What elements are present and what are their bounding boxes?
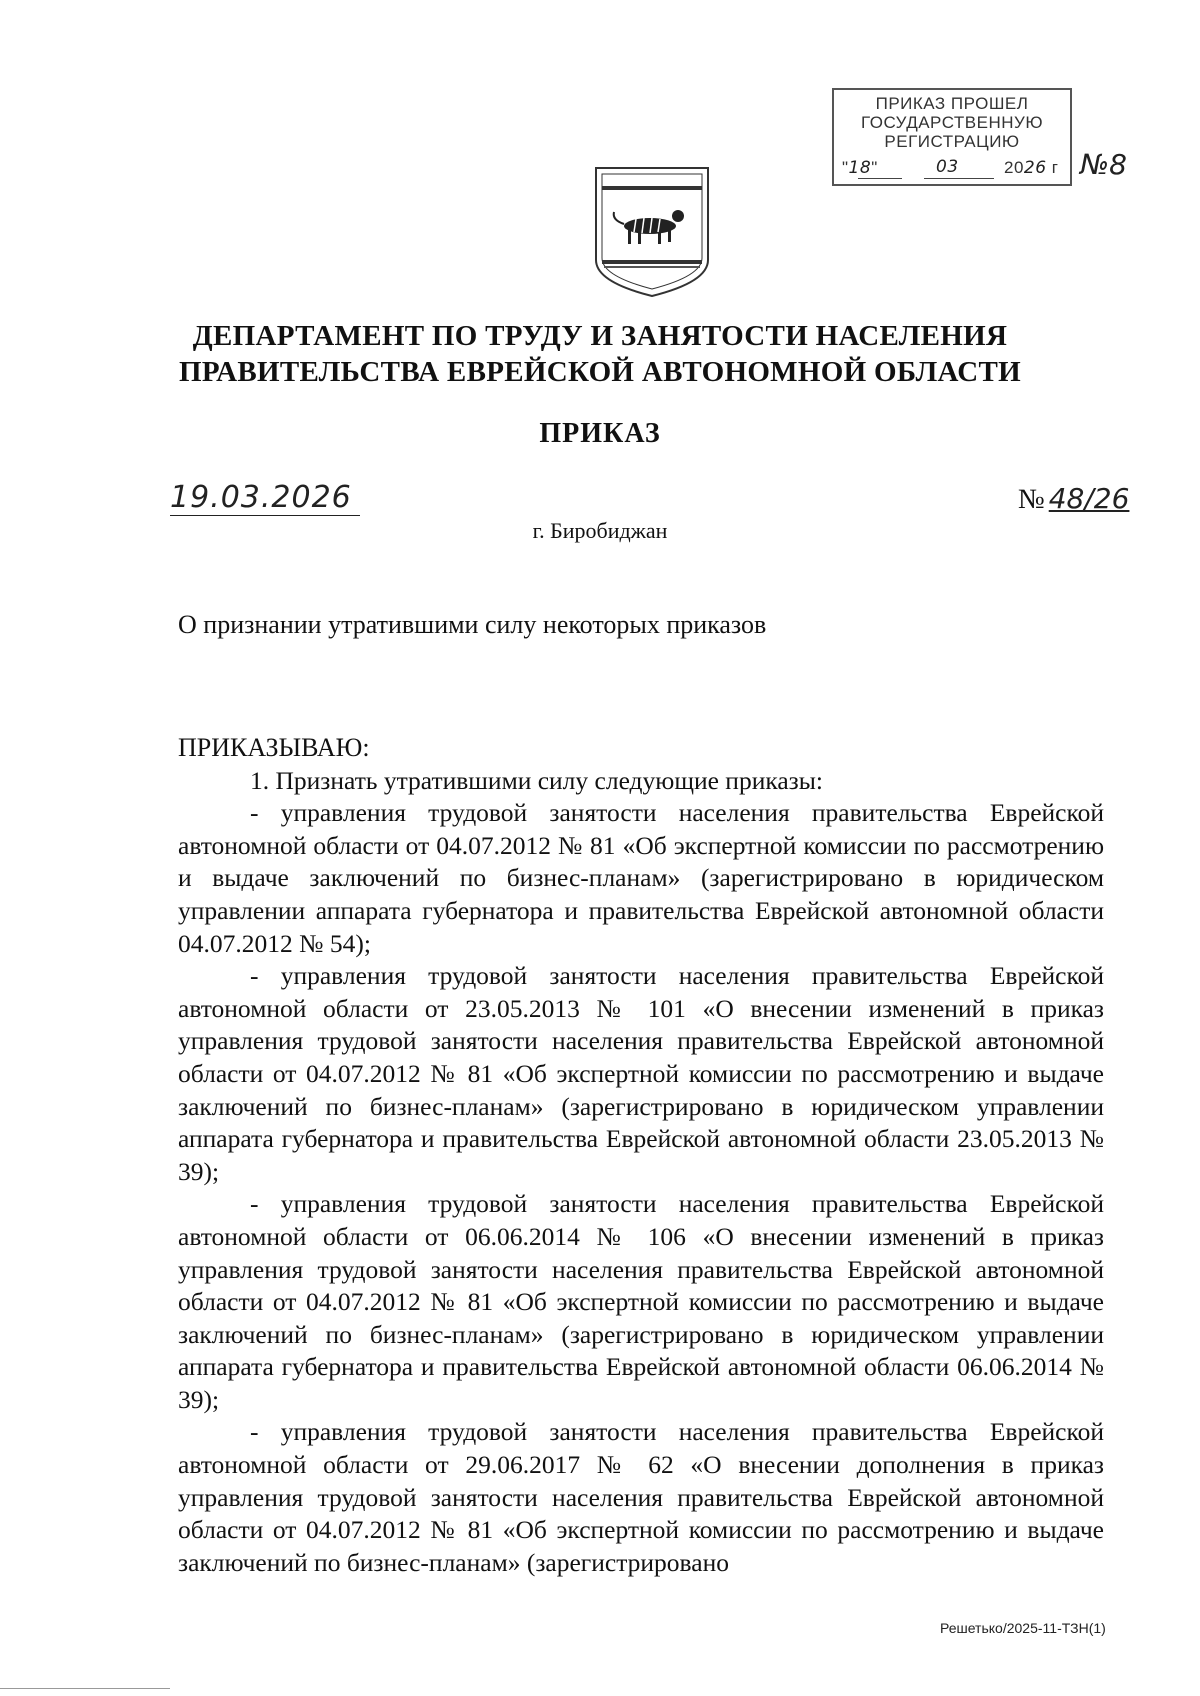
coat-of-arms-emblem xyxy=(592,164,712,300)
order-number xyxy=(1018,482,1129,516)
stamp-day: "18" xyxy=(842,158,878,178)
stamp-year: 2026 г xyxy=(1004,158,1059,178)
stamp-line: ПРИКАЗ ПРОШЕЛ xyxy=(875,94,1029,113)
list-item: - управления трудовой занятости населения правительства Еврейской автономной области от 29.06.2017 № 62 «О внесении дополнения в приказ управления трудовой занятости населения правительства Еврейской автономной области от 04.07.2012 № 81 «Об экспертной комиссии по рассмотрению и выдаче заключений по бизнес-планам» (зарегистрировано xyxy=(178,1417,1104,1577)
department-line: ПРАВИТЕЛЬСТВА ЕВРЕЙСКОЙ АВТОНОМНОЙ ОБЛАСТИ xyxy=(178,356,1022,388)
stamp-line: РЕГИСТРАЦИЮ xyxy=(884,132,1020,151)
order-date: 19.03.2026 xyxy=(170,480,360,516)
document-subject: О признании утратившими силу некоторых приказов xyxy=(178,610,767,639)
item-1: 1. Признать утратившими силу следующие приказы: xyxy=(250,765,823,795)
divider xyxy=(0,1688,170,1689)
stamp-line: ГОСУДАРСТВЕННУЮ xyxy=(860,113,1044,132)
department-line: ДЕПАРТАМЕНТ ПО ТРУДУ И ЗАНЯТОСТИ НАСЕЛЕНИЯ xyxy=(192,320,1008,352)
stamp-month: 03 xyxy=(936,157,959,177)
document-body xyxy=(178,732,1104,1579)
department-title xyxy=(0,318,1200,390)
stamp-reg-number: №8 xyxy=(1080,148,1127,181)
file-reference: Решетько/2025-11-ТЗН(1) xyxy=(940,1620,1106,1636)
list-item: - управления трудовой занятости населения правительства Еврейской автономной области от 06.06.2014 № 106 «О внесении изменений в приказ управления трудовой занятости населения правительства Еврейской автономной области от 04.07.2012 № 81 «Об экспертной комиссии по рассмотрению и выдаче заключений по бизнес-планам» (зарегистрировано в юридическом управлении аппарата губернатора и правительства Еврейской автономной области 06.06.2014 № 39); xyxy=(178,1189,1104,1414)
registration-stamp xyxy=(832,88,1072,186)
document-type: ПРИКАЗ xyxy=(539,418,661,449)
stamp-date xyxy=(840,156,1064,182)
city: г. Биробиджан xyxy=(532,518,668,543)
order-number-value: 48/26 xyxy=(1048,482,1130,515)
shield-icon xyxy=(592,164,712,300)
command-heading: ПРИКАЗЫВАЮ: xyxy=(178,733,370,762)
list-item: - управления трудовой занятости населения правительства Еврейской автономной области от 04.07.2012 № 81 «Об экспертной комиссии по рассмотрению и выдаче заключений по бизнес-планам» (зарегистрировано в юридическом управлении аппарата губернатора и правительства Еврейской автономной области 04.07.2012 № 54); xyxy=(178,798,1104,958)
number-sign: № xyxy=(1018,484,1045,515)
list-item: - управления трудовой занятости населения правительства Еврейской автономной области от 23.05.2013 № 101 «О внесении изменений в приказ управления трудовой занятости населения правительства Еврейской автономной области от 04.07.2012 № 81 «Об экспертной комиссии по рассмотрению и выдаче заключений по бизнес-планам» (зарегистрировано в юридическом управлении аппарата губернатора и правительства Еврейской автономной области 23.05.2013 № 39); xyxy=(178,961,1104,1186)
